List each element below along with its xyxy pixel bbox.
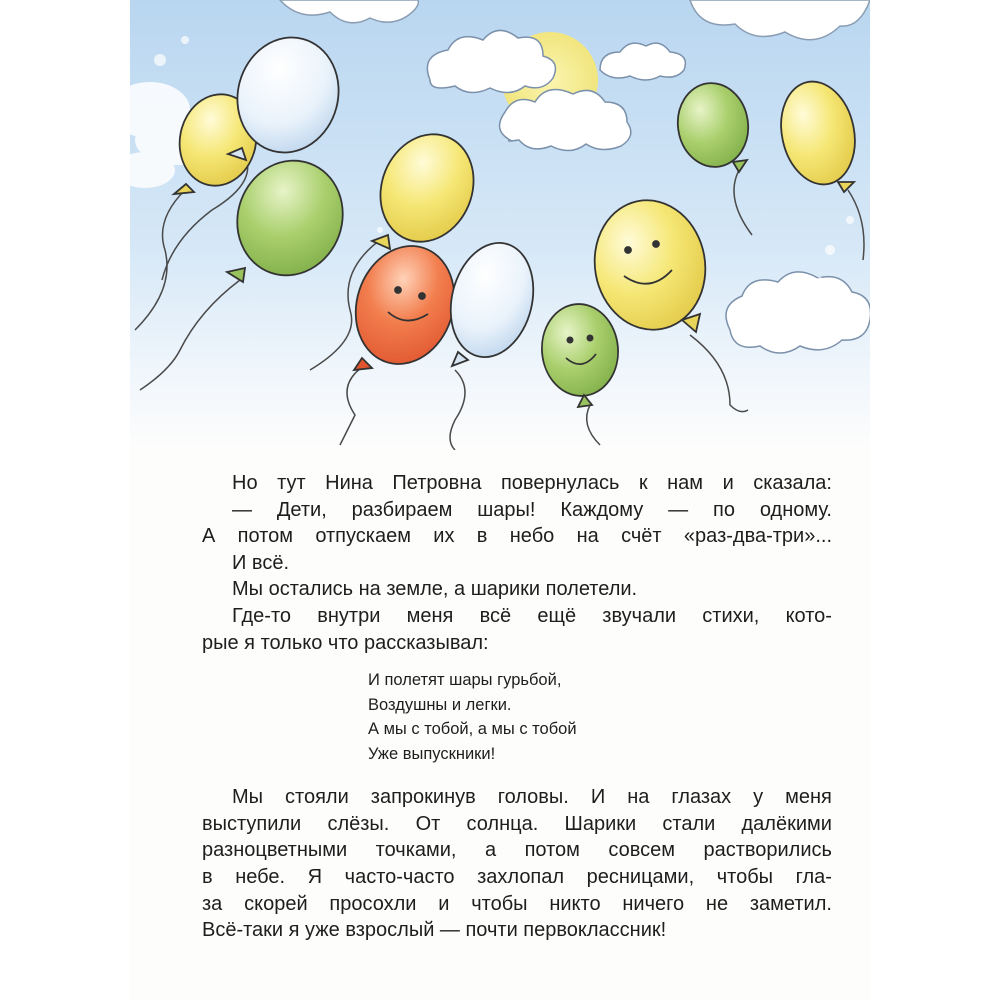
word: головы. [497, 786, 569, 809]
word: ничего [622, 892, 685, 915]
word: растворились [703, 839, 832, 862]
word: у [753, 786, 764, 809]
word: запрокинув [370, 786, 476, 809]
paragraph-6-line-2: рые я только что рассказывал: [202, 631, 489, 654]
word: Шарики [564, 812, 637, 835]
word: небе. [235, 865, 286, 888]
word: «раз-два-три»... [683, 525, 832, 548]
word: и [438, 892, 450, 915]
word: разбираем [351, 498, 453, 521]
word: солнца. [466, 812, 539, 835]
word: — [232, 498, 252, 521]
word: Мы [232, 786, 264, 809]
word: счёт [621, 525, 662, 548]
word: — [668, 498, 689, 521]
word: разноцветными [202, 839, 348, 862]
paragraph-7-line [202, 784, 832, 811]
word: одному. [759, 498, 832, 521]
word: совсем [608, 839, 675, 862]
word: на [576, 525, 599, 548]
word: Где-то [232, 604, 292, 627]
word: захлопал [477, 865, 565, 888]
word: всё [479, 604, 512, 627]
word: часто-часто [344, 865, 455, 888]
word: стихи, [702, 604, 760, 627]
word: шары! [477, 498, 536, 521]
word: на [627, 786, 650, 809]
word: звучали [602, 604, 677, 627]
word: От [415, 812, 441, 835]
paragraph-7-line [202, 891, 832, 918]
word: стояли [285, 786, 349, 809]
word: и [722, 472, 734, 494]
word: тут [277, 472, 306, 494]
word: Каждому [560, 498, 644, 521]
word: их [433, 525, 455, 548]
word: меня [406, 604, 454, 627]
story-text [202, 470, 832, 944]
paragraph-5: Мы остались на земле, а шарики полетели. [232, 578, 638, 601]
word: а [484, 839, 497, 862]
word: заметил. [749, 892, 832, 915]
word: меня [785, 786, 832, 809]
word: далёкими [741, 812, 832, 835]
paragraph-1 [202, 470, 832, 497]
word: глазах [671, 786, 732, 809]
word: Нина [325, 472, 373, 494]
word: не [705, 892, 729, 915]
word: слёзы. [327, 812, 390, 835]
paragraph-4: И всё. [232, 551, 290, 574]
word: Петровна [392, 472, 482, 494]
word: к [638, 472, 648, 494]
word: А [202, 525, 216, 548]
verse-line: Воздушны и легки. [368, 695, 512, 714]
verse-line: А мы с тобой, а мы с тобой [368, 720, 577, 739]
word: внутри [317, 604, 381, 627]
word: потом [237, 525, 293, 548]
word: потом [524, 839, 580, 862]
word: ресницами, [586, 865, 695, 888]
verse-line: Уже выпускники! [368, 744, 496, 763]
paragraph-7-line: Всё-таки я уже взрослый — почти первоклассник! [202, 919, 667, 942]
word: Я [307, 865, 323, 888]
word: нам [667, 472, 704, 494]
word: повернулась [500, 472, 620, 494]
word: отпускаем [315, 525, 411, 548]
balloons-illustration [130, 0, 870, 450]
word: И [590, 786, 606, 809]
paragraph-6-line-1 [202, 603, 832, 630]
word: в [202, 865, 213, 888]
word: никто [549, 892, 601, 915]
paragraph-7-line [202, 864, 832, 891]
word: скорей [244, 892, 308, 915]
word: точками, [375, 839, 457, 862]
word: чтобы [716, 865, 774, 888]
paragraph-7-line [202, 837, 832, 864]
illustration-svg [130, 0, 870, 450]
word: по [713, 498, 735, 521]
word: чтобы [471, 892, 528, 915]
paragraph-7-line [202, 811, 832, 838]
word: стали [662, 812, 716, 835]
word: гла- [795, 865, 832, 888]
word: сказала: [753, 472, 832, 494]
word: кото- [785, 604, 832, 627]
word: ещё [537, 604, 577, 627]
poem-verse [202, 668, 832, 766]
paragraph-2 [202, 497, 832, 524]
word: просохли [329, 892, 417, 915]
verse-line: И полетят шары гурьбой, [368, 671, 562, 690]
book-page [130, 0, 870, 1000]
word: небо [509, 525, 555, 548]
word: Дети, [276, 498, 327, 521]
word: Но [232, 472, 258, 494]
word: в [476, 525, 488, 548]
paragraph-3 [202, 523, 832, 550]
word: за [202, 892, 223, 915]
word: выступили [202, 812, 302, 835]
